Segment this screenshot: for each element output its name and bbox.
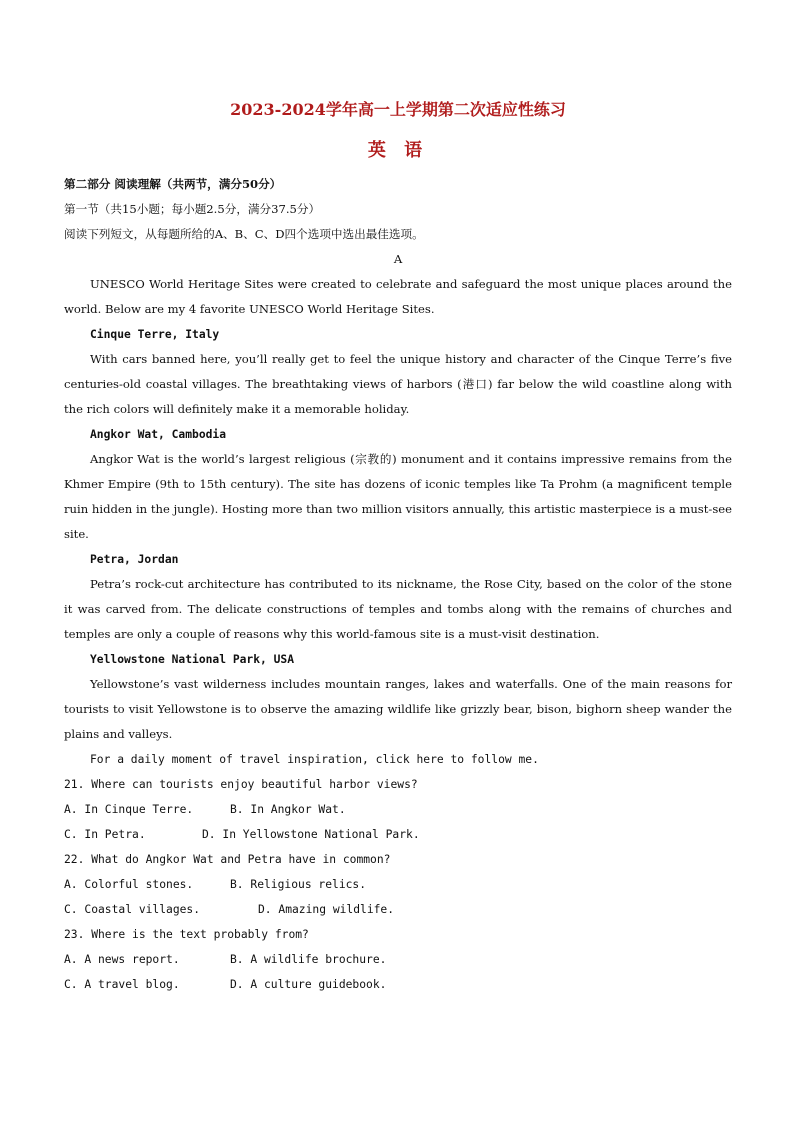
subject-title: 英 语 [367,140,429,161]
site-body-petra: Petra’s rock-cut architecture has contributed to its nickname, the Rose City, based on the color of the stone it was carved from. The delicate constructions of temples and tombs along with the remains of churches and temples are only a couple of reasons why this world-famous site is a must-visit destination. [64,577,732,641]
site-heading-angkor-wat: Angkor Wat, Cambodia [90,428,227,441]
passage-label: A [393,252,403,266]
option-a: A. Colorful stones. [64,878,194,891]
option-c: C. Coastal villages. [64,903,201,916]
part-heading: 第二部分 阅读理解（共两节，满分50分） [64,177,282,191]
option-b: B. Religious relics. [230,878,367,891]
instruction: 阅读下列短文，从每题所给的A、B、C、D四个选项中选出最佳选项。 [64,227,424,241]
option-d: D. In Yellowstone National Park. [202,828,420,841]
sub-heading: 第一节（共15小题；每小题2.5分，满分37.5分） [64,202,321,216]
exam-title: 2023-2024学年高一上学期第二次适应性练习 [230,100,566,119]
option-b: B. In Angkor Wat. [230,803,346,816]
question-stem: 23. Where is the text probably from? [64,928,309,941]
question-options-row [64,897,732,922]
question-options-row [64,872,732,897]
passage-intro: UNESCO World Heritage Sites were created to celebrate and safeguard the most unique places around the world. Below are my 4 favorite UNESCO World Heritage Sites. [64,277,732,316]
option-c: C. In Petra. [64,828,146,841]
question-stem: 21. Where can tourists enjoy beautiful harbor views? [64,778,418,791]
site-body-yellowstone: Yellowstone’s vast wilderness includes mountain ranges, lakes and waterfalls. One of the main reasons for tourists to visit Yellowstone is to observe the amazing wildlife like grizzly bear, bison, bighorn sheep wander the plains and valleys. [64,677,732,741]
option-d: D. Amazing wildlife. [258,903,395,916]
question-stem: 22. What do Angkor Wat and Petra have in common? [64,853,391,866]
option-a: A. In Cinque Terre. [64,803,194,816]
question-options-row [64,797,732,822]
option-b: B. A wildlife brochure. [230,953,387,966]
exam-page [64,96,732,997]
question-options-row [64,822,732,847]
site-body-cinque-terre: With cars banned here, you’ll really get to feel the unique history and character of the Cinque Terre’s five centuries-old coastal villages. The breathtaking views of harbors (港口) far below the wild coastline along with the rich colors will definitely make it a memorable holiday. [64,352,732,416]
site-heading-yellowstone: Yellowstone National Park, USA [90,653,295,666]
site-body-angkor-wat: Angkor Wat is the world’s largest religious (宗教的) monument and it contains impressive remains from the Khmer Empire (9th to 15th century). The site has dozens of iconic temples like Ta Prohm (a magnificent temple ruin hidden in the jungle). Hosting more than two million visitors annually, this artistic masterpiece is a must-see site. [64,452,732,541]
site-heading-cinque-terre: Cinque Terre, Italy [90,328,220,341]
site-heading-petra: Petra, Jordan [90,553,179,566]
option-c: C. A travel blog. [64,978,180,991]
option-d: D. A culture guidebook. [230,978,387,991]
question-options-row [64,947,732,972]
passage-closing: For a daily moment of travel inspiration, click here to follow me. [90,753,539,766]
question-options-row [64,972,732,997]
option-a: A. A news report. [64,953,180,966]
